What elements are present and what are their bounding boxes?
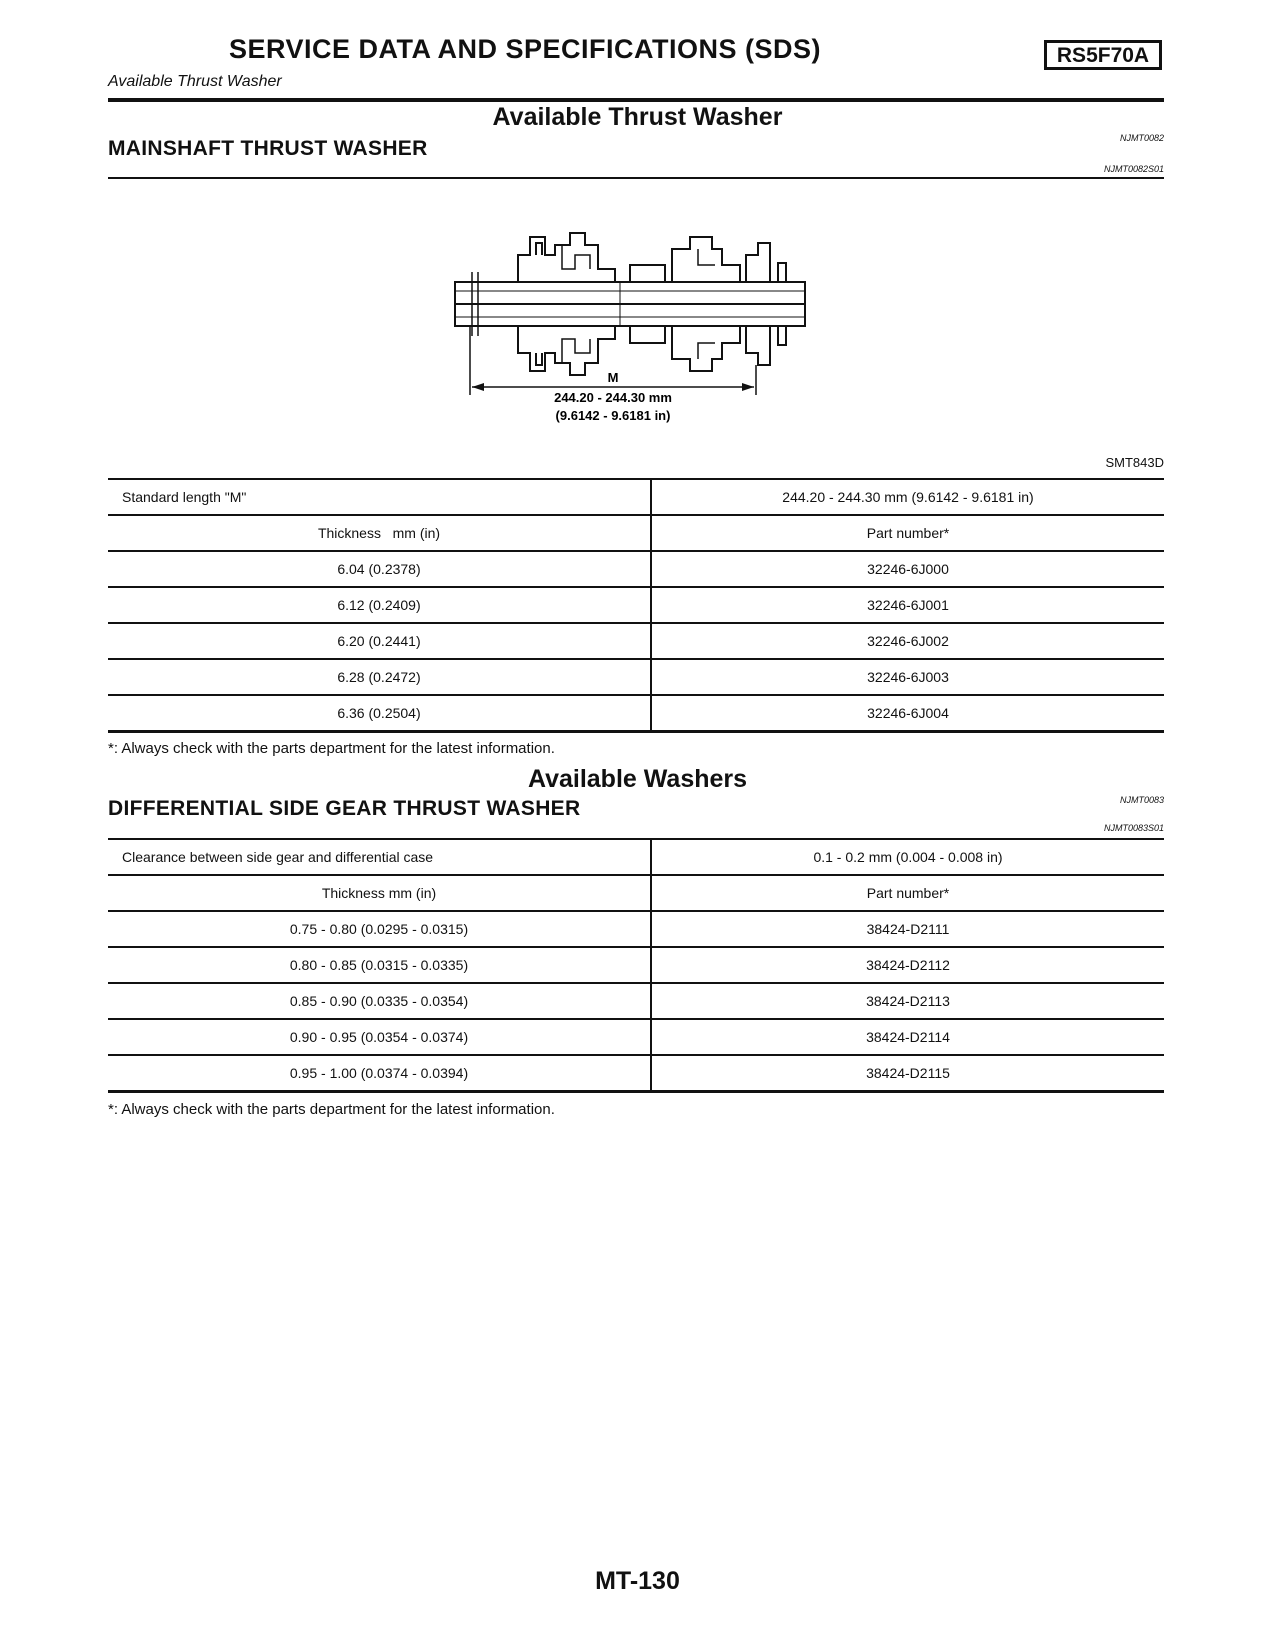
table-row [108, 911, 1164, 947]
table-header-row [108, 875, 1164, 911]
mainshaft-diagram [450, 225, 830, 450]
subsection-rule [108, 177, 1164, 179]
thickness-cell: 0.90 - 0.95 (0.0354 - 0.0374) [108, 1019, 651, 1055]
spec-value: 244.20 - 244.30 mm (9.6142 - 9.6181 in) [651, 479, 1164, 515]
part-number-cell: 38424-D2114 [651, 1019, 1164, 1055]
figure-code: SMT843D [1105, 455, 1164, 470]
part-number-cell: 38424-D2115 [651, 1055, 1164, 1092]
running-head: Available Thrust Washer [108, 73, 282, 90]
dimension-in: (9.6142 - 9.6181 in) [555, 408, 671, 423]
page-number: MT-130 [595, 1567, 680, 1595]
subsection-title-mainshaft: MAINSHAFT THRUST WASHER [108, 137, 428, 160]
dimension-label: M [607, 370, 619, 385]
table-row [108, 587, 1164, 623]
part-number-cell: 38424-D2113 [651, 983, 1164, 1019]
spec-value: 0.1 - 0.2 mm (0.004 - 0.008 in) [651, 839, 1164, 875]
table-row [108, 947, 1164, 983]
thickness-cell: 0.95 - 1.00 (0.0374 - 0.0394) [108, 1055, 651, 1092]
thickness-cell: 0.85 - 0.90 (0.0335 - 0.0354) [108, 983, 651, 1019]
table-row [108, 1019, 1164, 1055]
model-badge: RS5F70A [1044, 40, 1162, 70]
thickness-cell: 0.75 - 0.80 (0.0295 - 0.0315) [108, 911, 651, 947]
spec-label: Standard length "M" [108, 479, 651, 515]
section-code: NJMT0083 [1119, 795, 1164, 805]
page-title: SERVICE DATA AND SPECIFICATIONS (SDS) [228, 34, 822, 64]
subsection-title-differential: DIFFERENTIAL SIDE GEAR THRUST WASHER [108, 797, 581, 820]
part-number-cell: 38424-D2112 [651, 947, 1164, 983]
table-row [108, 623, 1164, 659]
section-title-washers: Available Washers [527, 765, 748, 793]
spec-label: Clearance between side gear and differential case [108, 839, 651, 875]
col-part-header: Part number* [651, 875, 1164, 911]
thickness-cell: 6.28 (0.2472) [108, 659, 651, 695]
parts-note: *: Always check with the parts department for the latest information. [108, 740, 555, 757]
col-part-header: Part number* [651, 515, 1164, 551]
table-row [108, 1055, 1164, 1092]
parts-note: *: Always check with the parts department for the latest information. [108, 1101, 555, 1118]
thickness-cell: 6.20 (0.2441) [108, 623, 651, 659]
table-row [108, 839, 1164, 875]
part-number-cell: 38424-D2111 [651, 911, 1164, 947]
header-rule [108, 98, 1164, 102]
part-number-cell: 32246-6J002 [651, 623, 1164, 659]
table-header-row [108, 515, 1164, 551]
table-row [108, 983, 1164, 1019]
dimension-mm: 244.20 - 244.30 mm [554, 390, 672, 405]
table-row [108, 695, 1164, 732]
subsection-code: NJMT0082S01 [1103, 164, 1164, 174]
subsection-code: NJMT0083S01 [1103, 823, 1164, 833]
mainshaft-washer-table [108, 478, 1164, 733]
section-title-thrust-washer: Available Thrust Washer [492, 103, 783, 131]
thickness-cell: 6.04 (0.2378) [108, 551, 651, 587]
table-row [108, 659, 1164, 695]
col-thickness-header: Thickness mm (in) [108, 515, 651, 551]
part-number-cell: 32246-6J003 [651, 659, 1164, 695]
thickness-cell: 6.12 (0.2409) [108, 587, 651, 623]
thickness-cell: 0.80 - 0.85 (0.0315 - 0.0335) [108, 947, 651, 983]
thickness-cell: 6.36 (0.2504) [108, 695, 651, 732]
part-number-cell: 32246-6J001 [651, 587, 1164, 623]
part-number-cell: 32246-6J004 [651, 695, 1164, 732]
col-thickness-header: Thickness mm (in) [108, 875, 651, 911]
part-number-cell: 32246-6J000 [651, 551, 1164, 587]
shaft-upper [455, 282, 805, 304]
table-row [108, 551, 1164, 587]
table-row [108, 479, 1164, 515]
differential-washer-table [108, 838, 1164, 1093]
shaft-lower [455, 304, 805, 326]
section-code: NJMT0082 [1119, 133, 1164, 143]
